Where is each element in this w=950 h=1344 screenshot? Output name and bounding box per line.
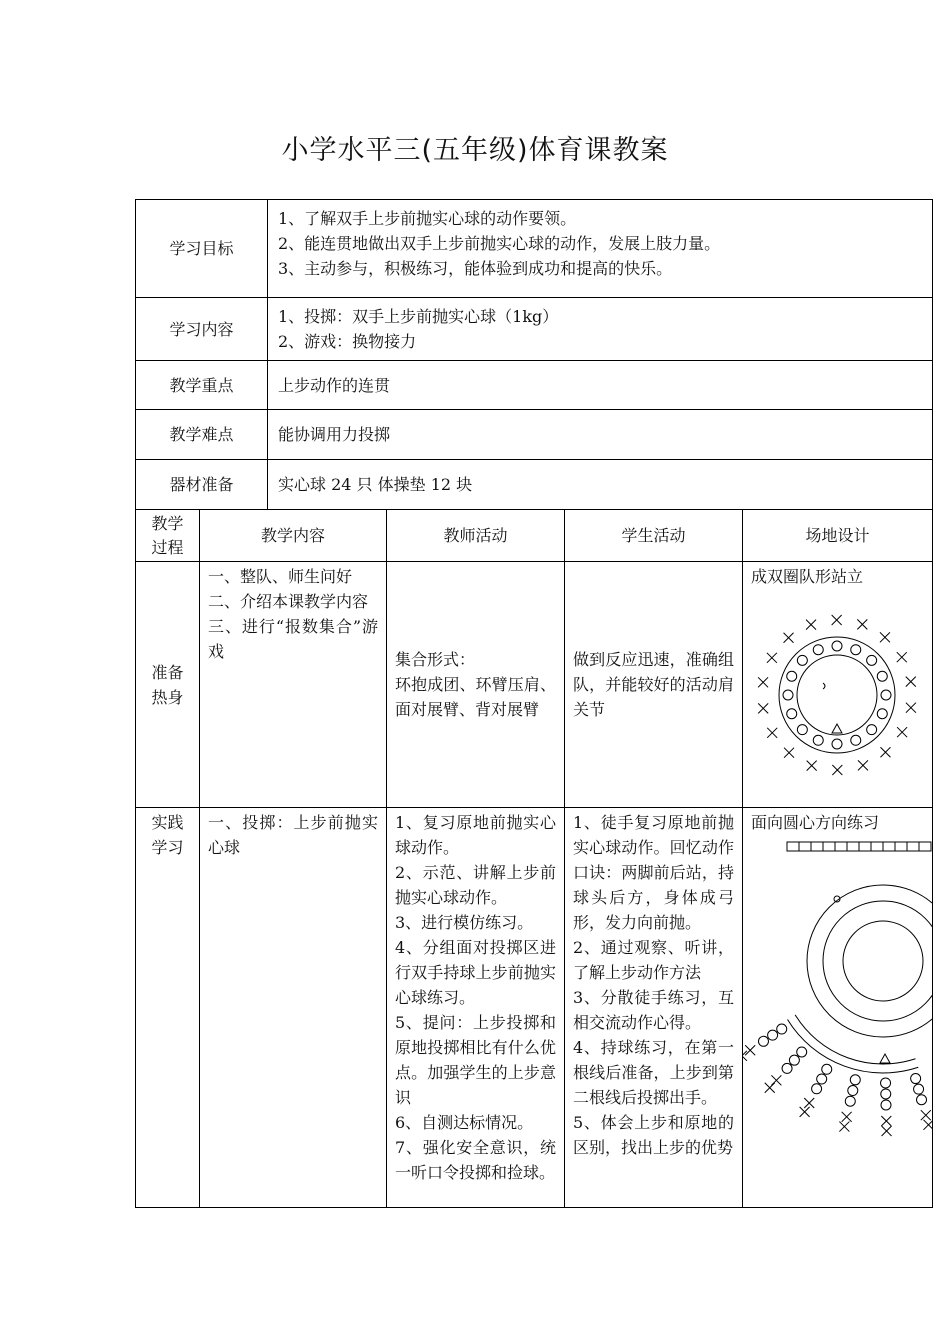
warmup-site bbox=[743, 562, 933, 808]
warmup-content bbox=[200, 562, 387, 808]
student-cross-marker bbox=[800, 1107, 810, 1117]
student-cross-marker bbox=[921, 1110, 931, 1120]
key-point-row bbox=[136, 361, 933, 410]
practice-site bbox=[743, 808, 933, 1208]
practice-row bbox=[136, 808, 933, 1208]
teacher-line: 1、复习原地前抛实心球动作。 bbox=[395, 813, 556, 857]
col-header-content: 教学内容 bbox=[200, 510, 387, 562]
student-ball-marker bbox=[812, 1084, 822, 1094]
content-line: 二、介绍本课教学内容 bbox=[208, 592, 369, 611]
student-cross-marker bbox=[839, 1122, 849, 1132]
mat-marker bbox=[907, 842, 919, 851]
student-ball-marker bbox=[817, 1074, 827, 1084]
double-circle-formation-diagram bbox=[743, 591, 932, 801]
stage-warmup: 准备热身 bbox=[136, 562, 200, 808]
student-line: 3、分散徒手练习，互相交流动作心得。 bbox=[573, 988, 734, 1032]
student-ball-marker bbox=[917, 1095, 927, 1105]
student-circle-marker bbox=[832, 739, 842, 749]
col-header-stage: 教学过程 bbox=[136, 510, 200, 562]
warmup-row bbox=[136, 562, 933, 808]
content-cell bbox=[268, 298, 933, 361]
teacher-line: 2、示范、讲解上步前抛实心球动作。 bbox=[395, 863, 556, 907]
student-line: 2、通过观察、听讲，了解上步动作方法 bbox=[573, 938, 734, 982]
content-label: 学习内容 bbox=[136, 298, 268, 361]
goals-label: 学习目标 bbox=[136, 200, 268, 298]
equipment-row bbox=[136, 460, 933, 510]
mat-marker bbox=[859, 842, 871, 851]
site-caption: 成双圈队形站立 bbox=[751, 567, 864, 586]
student-cross-marker bbox=[923, 1120, 932, 1130]
mat-marker bbox=[823, 842, 835, 851]
goal-item: 3、主动参与，积极练习，能体验到成功和提高的快乐。 bbox=[278, 259, 673, 278]
teacher-triangle-marker bbox=[880, 1054, 890, 1063]
mat-marker bbox=[799, 842, 811, 851]
content-line: 一、整队、师生问好 bbox=[208, 567, 353, 586]
column-header-row bbox=[136, 510, 933, 562]
col-header-student: 学生活动 bbox=[565, 510, 743, 562]
student-line: 4、持球练习，在第一根线后准备，上步到第二根线后投掷出手。 bbox=[573, 1038, 734, 1107]
student-circle-marker bbox=[783, 690, 793, 700]
col-header-site: 场地设计 bbox=[743, 510, 933, 562]
mat-marker bbox=[835, 842, 847, 851]
goal-item: 2、能连贯地做出双手上步前抛实心球的动作，发展上肢力量。 bbox=[278, 234, 721, 253]
student-cross-marker bbox=[882, 1126, 892, 1136]
goal-item: 1、了解双手上步前抛实心球的动作要领。 bbox=[278, 209, 577, 228]
student-ball-marker bbox=[881, 1078, 891, 1088]
student-circle-marker bbox=[813, 645, 823, 655]
student-cross-marker bbox=[784, 748, 794, 758]
student-circle-marker bbox=[851, 645, 861, 655]
site-caption: 面向圆心方向练习 bbox=[751, 813, 880, 832]
warmup-student bbox=[565, 562, 743, 808]
center-circle bbox=[843, 921, 923, 1001]
teacher-triangle-marker bbox=[832, 724, 842, 733]
mat-marker bbox=[883, 842, 895, 851]
student-cross-marker bbox=[804, 1098, 814, 1108]
student-ball-marker bbox=[777, 1024, 787, 1034]
student-cross-marker bbox=[858, 760, 868, 770]
key-point-value: 上步动作的连贯 bbox=[268, 361, 933, 410]
page-title: 小学水平三(五年级)体育课教案 bbox=[281, 135, 669, 166]
student-line: 1、徒手复习原地前抛实心球动作。回忆动作口诀：两脚前后站，持球头后方，身体成弓形，发力向前抛。 bbox=[573, 813, 734, 932]
content-row bbox=[136, 298, 933, 361]
student-circle-marker bbox=[787, 709, 797, 719]
student-ball-marker bbox=[758, 1036, 768, 1046]
throw-line-2 bbox=[788, 1020, 919, 1073]
student-cross-marker bbox=[832, 615, 842, 625]
student-ball-marker bbox=[914, 1084, 924, 1094]
goals-cell bbox=[268, 200, 933, 298]
student-ball-marker bbox=[822, 1064, 832, 1074]
student-ball-marker bbox=[911, 1074, 921, 1084]
student-cross-marker bbox=[897, 727, 907, 737]
student-cross-marker bbox=[832, 765, 842, 775]
teacher-line: 环抱成团、环臂压肩、面对展臂、背对展臂 bbox=[395, 675, 556, 719]
student-cross-marker bbox=[880, 632, 890, 642]
student-circle-marker bbox=[877, 671, 887, 681]
difficulty-label: 教学难点 bbox=[136, 410, 268, 460]
student-ball-marker bbox=[789, 1055, 799, 1065]
student-line: 做到反应迅速，准确组队，并能较好的活动肩关节 bbox=[573, 650, 734, 719]
student-cross-marker bbox=[881, 1116, 891, 1126]
student-circle-marker bbox=[877, 709, 887, 719]
throw-line-1 bbox=[795, 1015, 915, 1064]
student-cross-marker bbox=[758, 677, 768, 687]
mat-marker bbox=[787, 842, 799, 851]
warmup-teacher bbox=[387, 562, 565, 808]
student-cross-marker bbox=[857, 619, 867, 629]
teacher-line: 6、自测达标情况。 bbox=[395, 1113, 534, 1132]
student-cross-marker bbox=[743, 1051, 747, 1061]
teacher-line: 4、分组面对投掷区进行双手持球上步前抛实心球练习。 bbox=[395, 938, 556, 1007]
content-line: 一、投掷：上步前抛实心球 bbox=[208, 813, 378, 857]
student-circle-marker bbox=[851, 735, 861, 745]
student-cross-marker bbox=[806, 620, 816, 630]
content-item: 2、游戏：换物接力 bbox=[278, 332, 417, 351]
student-cross-marker bbox=[771, 1075, 781, 1085]
student-circle-marker bbox=[797, 655, 807, 665]
student-circle-marker bbox=[813, 735, 823, 745]
stage-practice: 实践学习 bbox=[136, 808, 200, 1208]
mat-marker bbox=[895, 842, 907, 851]
student-ball-marker bbox=[848, 1086, 858, 1096]
key-point-label: 教学重点 bbox=[136, 361, 268, 410]
student-circle-marker bbox=[881, 690, 891, 700]
teacher-line: 3、进行模仿练习。 bbox=[395, 913, 534, 932]
student-cross-marker bbox=[758, 703, 768, 713]
col-header-teacher: 教师活动 bbox=[387, 510, 565, 562]
student-circle-marker bbox=[832, 641, 842, 651]
student-cross-marker bbox=[767, 728, 777, 738]
content-item: 1、投掷：双手上步前抛实心球（1kg） bbox=[278, 307, 559, 326]
student-ball-marker bbox=[881, 1100, 891, 1110]
student-cross-marker bbox=[784, 633, 794, 643]
teacher-line: 集合形式： bbox=[395, 650, 476, 669]
student-ball-marker bbox=[850, 1075, 860, 1085]
student-cross-marker bbox=[880, 747, 890, 757]
student-ball-marker bbox=[768, 1030, 778, 1040]
student-circle-marker bbox=[797, 725, 807, 735]
student-circle-marker bbox=[867, 655, 877, 665]
small-mark bbox=[823, 683, 825, 689]
student-cross-marker bbox=[906, 703, 916, 713]
difficulty-value: 能协调用力投掷 bbox=[268, 410, 933, 460]
goals-row bbox=[136, 200, 933, 298]
lesson-plan-table bbox=[135, 199, 933, 1208]
student-ball-marker bbox=[881, 1089, 891, 1099]
mat-marker bbox=[919, 842, 931, 851]
practice-teacher bbox=[387, 808, 565, 1208]
student-line: 5、体会上步和原地的区别，找出上步的优势 bbox=[573, 1113, 734, 1157]
student-cross-marker bbox=[842, 1112, 852, 1122]
student-circle-marker bbox=[787, 671, 797, 681]
teacher-line: 5、提问：上步投掷和原地投掷相比有什么优点。加强学生的上步意识 bbox=[395, 1013, 556, 1107]
mat-marker bbox=[847, 842, 859, 851]
student-ball-marker bbox=[845, 1096, 855, 1106]
throwing-area-diagram bbox=[743, 837, 932, 1177]
middle-ring bbox=[823, 901, 932, 1021]
student-cross-marker bbox=[765, 1083, 775, 1093]
teacher-line: 7、强化安全意识，统一听口令投掷和捡球。 bbox=[395, 1138, 556, 1182]
student-cross-marker bbox=[906, 677, 916, 687]
difficulty-row bbox=[136, 410, 933, 460]
student-ball-marker bbox=[797, 1047, 807, 1057]
outer-ring bbox=[807, 885, 932, 1037]
equipment-value: 实心球 24 只 体操垫 12 块 bbox=[268, 460, 933, 510]
practice-student bbox=[565, 808, 743, 1208]
practice-content bbox=[200, 808, 387, 1208]
student-cross-marker bbox=[807, 761, 817, 771]
mat-marker bbox=[871, 842, 883, 851]
student-cross-marker bbox=[745, 1045, 755, 1055]
student-cross-marker bbox=[897, 652, 907, 662]
outer-circle bbox=[779, 637, 895, 753]
student-ball-marker bbox=[782, 1063, 792, 1073]
student-circle-marker bbox=[867, 725, 877, 735]
equipment-label: 器材准备 bbox=[136, 460, 268, 510]
content-line: 三、进行“报数集合”游戏 bbox=[208, 617, 378, 661]
mat-marker bbox=[811, 842, 823, 851]
student-cross-marker bbox=[767, 653, 777, 663]
